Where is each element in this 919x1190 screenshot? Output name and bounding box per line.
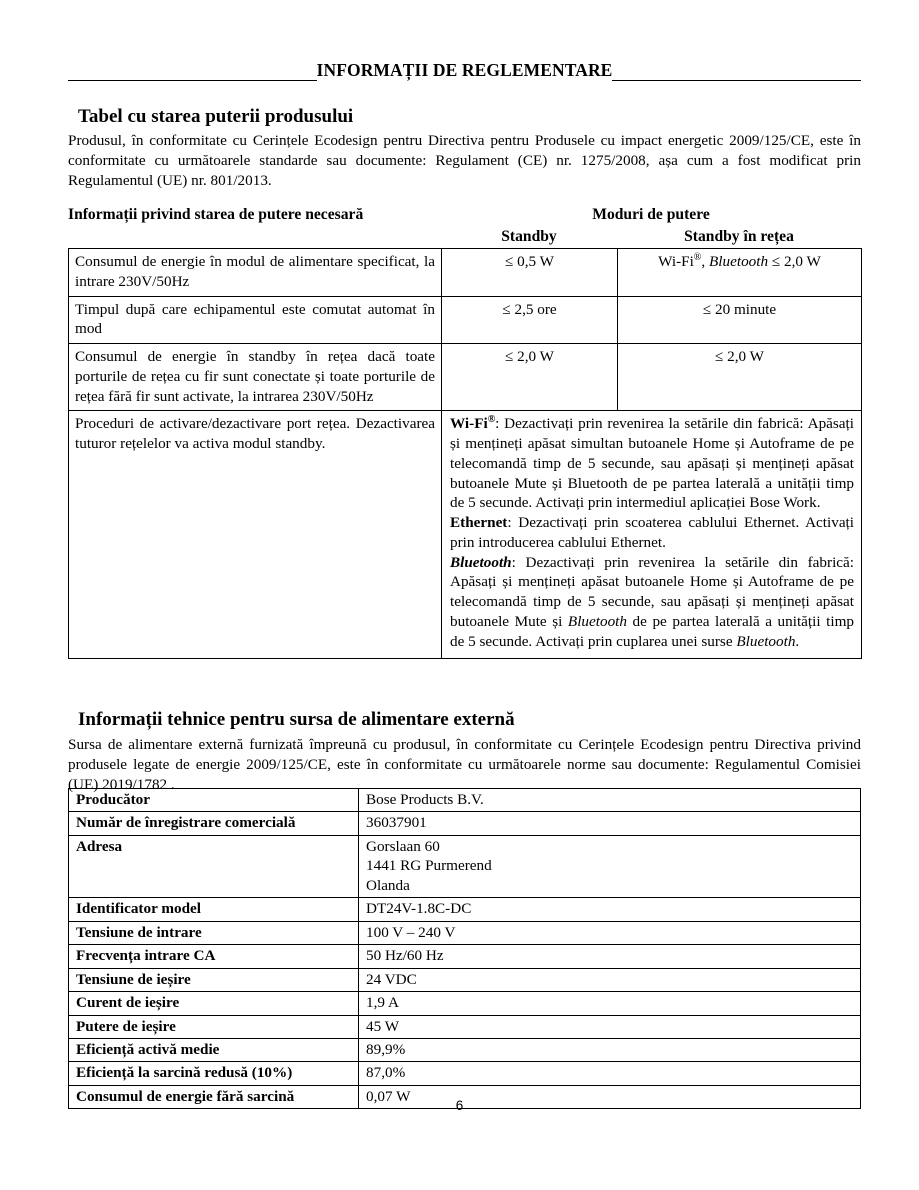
power-row-0-network-standby [618, 249, 862, 297]
psu-row-5-key: Frecvența intrare CA [69, 945, 359, 968]
psu-row-6-key: Tensiune de ieșire [69, 968, 359, 991]
psu-row-1-key: Număr de înregistrare comercială [69, 812, 359, 835]
bluetooth-heading: Bluetooth [450, 553, 512, 571]
address-line-3: Olanda [366, 876, 410, 894]
power-row-1-network-standby: ≤ 20 minute [618, 296, 862, 344]
psu-row-9-value: 89,9% [359, 1038, 861, 1061]
psu-row-3-key: Identificator model [69, 898, 359, 921]
table-row [69, 1038, 861, 1061]
psu-row-7-value: 1,9 A [359, 992, 861, 1015]
registered-mark-icon: ® [487, 414, 496, 426]
page-number: 6 [455, 1098, 464, 1113]
power-row-1-standby: ≤ 2,5 ore [442, 296, 618, 344]
psu-row-1-value: 36037901 [359, 812, 861, 835]
table-row [69, 945, 861, 968]
power-table-modes-group-header: Moduri de putere [592, 206, 710, 223]
bluetooth-button-label: Bluetooth [567, 612, 627, 630]
header-rule-right [612, 65, 861, 81]
table-row [69, 296, 862, 344]
table-row [69, 921, 861, 944]
power-row-3-description: Proceduri de activare/dezactivare port rețea. Dezactivarea tuturor rețelelor va activa modul standby. [69, 411, 442, 659]
psu-row-6-value: 24 VDC [359, 968, 861, 991]
psu-row-10-key: Eficiență la sarcină redusă (10%) [69, 1062, 359, 1085]
bluetooth-instructions-part3: . [795, 632, 800, 650]
header-title: INFORMAȚII DE REGLEMENTARE [316, 60, 613, 80]
table-row [69, 812, 861, 835]
network-standby-value: ≤ 2,0 W [768, 253, 821, 270]
power-table-standby-header: Standby [501, 228, 557, 245]
registered-mark-icon: ® [693, 251, 702, 263]
header-rule-left [68, 65, 317, 81]
table-row [69, 411, 862, 659]
table-row [69, 835, 861, 897]
psu-spec-table [68, 788, 861, 1109]
power-row-0-standby: ≤ 0,5 W [442, 249, 618, 297]
ethernet-instructions: : Dezactivați prin scoaterea cablului Ethernet. Activați prin introducerea cablului Ethernet. [450, 514, 854, 551]
table-row [69, 898, 861, 921]
wifi-label: Wi-Fi [658, 253, 694, 270]
power-table-network-standby-header: Standby în rețea [684, 228, 794, 245]
psu-row-10-value: 87,0% [359, 1062, 861, 1085]
psu-row-4-value: 100 V – 240 V [359, 921, 861, 944]
psu-section-heading: Informații tehnice pentru sursa de alimentare externă [78, 709, 515, 730]
psu-row-8-key: Putere de ieșire [69, 1015, 359, 1038]
power-row-3-procedures [442, 411, 862, 659]
bluetooth-instructions-part1: : Dezactivați prin revenirea la setările din fabrică: Apăsați și mențineți apăsat butoanele Home și Autoframe de pe telecomandă timp de 5 secunde, sau apăsați și mențineți apăsat butoanele Mute și [450, 553, 854, 630]
network-standby-separator: , [701, 253, 710, 270]
table-row [69, 992, 861, 1015]
psu-row-7-key: Curent de ieșire [69, 992, 359, 1015]
power-table-info-header: Informații privind starea de putere necesară [68, 206, 364, 223]
ethernet-heading: Ethernet [450, 514, 508, 531]
table-row [69, 1015, 861, 1038]
bluetooth-instructions-part2: de pe partea laterală a unității timp de 5 secunde. Activați prin cuplarea unei surse [450, 612, 854, 650]
table-row [69, 789, 861, 812]
psu-row-11-value: 0,07 W [359, 1085, 861, 1108]
psu-row-11-key: Consumul de energie fără sarcină [69, 1085, 359, 1108]
power-row-1-description: Timpul după care echipamentul este comutat automat în mod [69, 296, 442, 344]
wifi-heading: Wi-Fi [450, 415, 488, 433]
psu-row-8-value: 45 W [359, 1015, 861, 1038]
power-row-2-network-standby: ≤ 2,0 W [618, 344, 862, 411]
power-row-0-description: Consumul de energie în modul de alimentare specificat, la intrare 230V/50Hz [69, 249, 442, 297]
psu-row-0-value: Bose Products B.V. [359, 789, 861, 812]
power-state-table [68, 248, 862, 659]
psu-row-9-key: Eficiență activă medie [69, 1038, 359, 1061]
wifi-instructions: : Dezactivați prin revenirea la setările din fabrică: Apăsați și mențineți apăsat simultan butoanele Home și Autoframe de pe telecomandă timp de 5 secunde, sau apăsați și mențineți apăsat butoanele Mute și Bluetooth de pe partea laterală a unității timp de 5 secunde. Activați prin intermediul aplicației Bose Work. [450, 415, 854, 512]
bluetooth-source-label: Bluetooth [736, 632, 796, 650]
power-row-2-description: Consumul de energie în standby în rețea dacă toate porturile de rețea cu fir sunt conectate și toate porturile de rețea fără fir sunt activate, la intrarea 230V/50Hz [69, 344, 442, 411]
psu-row-2-value [359, 835, 861, 897]
table-row [69, 249, 862, 297]
bluetooth-label: Bluetooth [709, 253, 769, 270]
psu-section-intro: Sursa de alimentare externă furnizată împreună cu produsul, în conformitate cu Cerințele Ecodesign pentru Directiva privind produsele legate de energie 2009/125/CE, este în conformitate cu următoarele norme sau documente: Regulamentul Comisiei (UE) 2019/1782 . [68, 736, 861, 794]
power-section-heading: Tabel cu starea puterii produsului [78, 106, 354, 127]
power-row-2-standby: ≤ 2,0 W [442, 344, 618, 411]
table-row [69, 344, 862, 411]
table-row [69, 968, 861, 991]
psu-row-0-key: Producător [69, 789, 359, 812]
address-line-1: Gorslaan 60 [366, 837, 440, 855]
psu-row-5-value: 50 Hz/60 Hz [359, 945, 861, 968]
document-header [68, 62, 861, 81]
power-section-intro: Produsul, în conformitate cu Cerințele Ecodesign pentru Directiva pentru Produsele cu impact energetic 2009/125/CE, este în conformitate cu următoarele standarde sau documente: Regulament (CE) nr. 1275/2008, așa cum a fost modificat prin Regulamentul (UE) nr. 801/2013. [68, 132, 861, 190]
address-line-2: 1441 RG Purmerend [366, 857, 492, 875]
psu-row-3-value: DT24V-1.8C-DC [359, 898, 861, 921]
table-row [69, 1062, 861, 1085]
psu-row-4-key: Tensiune de intrare [69, 921, 359, 944]
psu-row-2-key: Adresa [69, 835, 359, 897]
